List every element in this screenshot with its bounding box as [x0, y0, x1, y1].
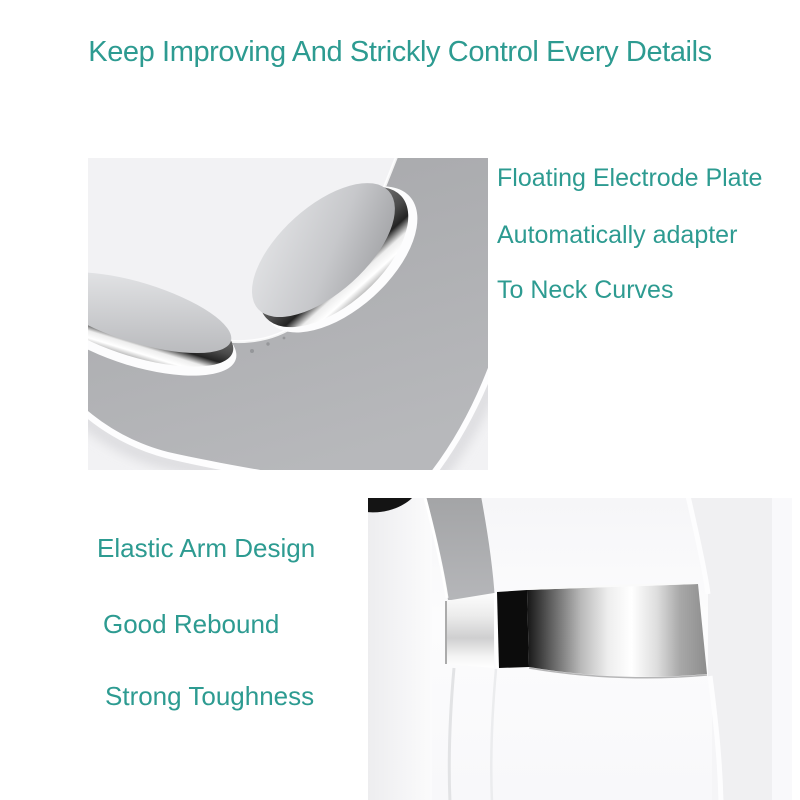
electrode-plates-photo [88, 158, 488, 470]
far-right-edge [772, 498, 792, 800]
caption-line: Elastic Arm Design [97, 533, 316, 563]
caption-line: Strong Toughness [105, 681, 315, 711]
caption-line: Good Rebound [103, 609, 280, 639]
left-panel [368, 498, 432, 800]
caption-line: Floating Electrode Plate [497, 164, 763, 192]
caption-line: Automatically adapter [497, 221, 738, 249]
electrode-plates-illustration [88, 158, 488, 470]
neck-band-photo [368, 498, 792, 800]
neck-band-illustration [368, 498, 792, 800]
page-title: Keep Improving And Strickly Control Every Details [88, 36, 712, 68]
caption-line: To Neck Curves [497, 276, 674, 304]
chrome-strip [445, 583, 707, 678]
